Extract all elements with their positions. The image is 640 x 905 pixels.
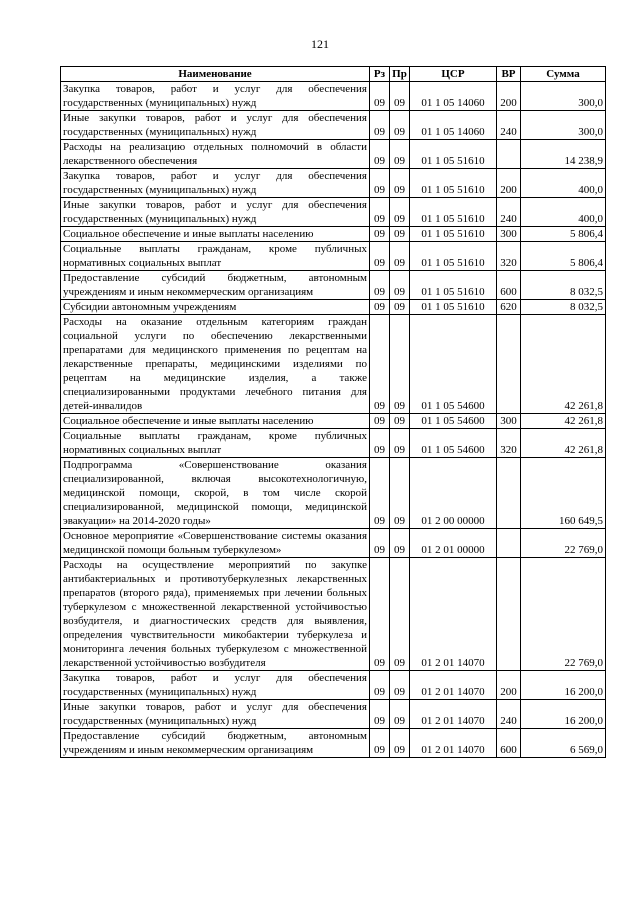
cell-sum: 300,0 (521, 111, 606, 140)
cell-rz: 09 (370, 198, 390, 227)
cell-vr: 600 (497, 729, 521, 758)
cell-sum: 22 769,0 (521, 529, 606, 558)
cell-name: Подпрограмма «Совершенствование оказания специализированной, включая высокотехнологичную, медицинской помощи, скорой, в том числе скорой специализированной, медицинской помощи, медицинской эвакуации» на 2014-2020 годы» (61, 458, 370, 529)
header-vr: ВР (497, 67, 521, 82)
cell-name: Иные закупки товаров, работ и услуг для обеспечения государственных (муниципальных) нужд (61, 700, 370, 729)
cell-name: Социальное обеспечение и иные выплаты населению (61, 414, 370, 429)
cell-sum: 400,0 (521, 169, 606, 198)
cell-sum: 22 769,0 (521, 558, 606, 671)
cell-name: Расходы на осуществление мероприятий по закупке антибактериальных и противотуберкулезных лекарственных препаратов (второго ряда), применяемых при лечении больных туберкулезом с множественной лекарственной устойчивостью возбудителя, и диагностических средств для выявления, определения чувствительности микобактерии туберкулеза и мониторинга лечения больных туберкулезом с множественной лекарственной устойчивостью возбудителя (61, 558, 370, 671)
table-row (61, 271, 606, 300)
cell-pr: 09 (390, 414, 410, 429)
cell-name: Основное мероприятие «Совершенствование системы оказания медицинской помощи больным туберкулезом» (61, 529, 370, 558)
cell-sum: 16 200,0 (521, 700, 606, 729)
cell-sum: 5 806,4 (521, 242, 606, 271)
cell-csr: 01 2 01 14070 (410, 671, 497, 700)
cell-rz: 09 (370, 140, 390, 169)
cell-sum: 42 261,8 (521, 414, 606, 429)
cell-pr: 09 (390, 315, 410, 414)
cell-csr: 01 2 01 14070 (410, 700, 497, 729)
cell-name: Расходы на реализацию отдельных полномочий в области лекарственного обеспечения (61, 140, 370, 169)
cell-vr: 320 (497, 242, 521, 271)
cell-pr: 09 (390, 458, 410, 529)
table-row (61, 140, 606, 169)
cell-rz: 09 (370, 529, 390, 558)
header-name: Наименование (61, 67, 370, 82)
cell-sum: 400,0 (521, 198, 606, 227)
cell-csr: 01 1 05 51610 (410, 140, 497, 169)
cell-pr: 09 (390, 700, 410, 729)
table-row (61, 111, 606, 140)
table-row (61, 242, 606, 271)
header-rz: Рз (370, 67, 390, 82)
table-row (61, 198, 606, 227)
cell-rz: 09 (370, 300, 390, 315)
cell-name: Иные закупки товаров, работ и услуг для обеспечения государственных (муниципальных) нужд (61, 111, 370, 140)
cell-rz: 09 (370, 227, 390, 242)
cell-csr: 01 2 00 00000 (410, 458, 497, 529)
table-row (61, 429, 606, 458)
cell-vr: 300 (497, 227, 521, 242)
cell-name: Предоставление субсидий бюджетным, автономным учреждениям и иным некоммерческим организациям (61, 271, 370, 300)
cell-pr: 09 (390, 271, 410, 300)
page-number: 121 (311, 37, 329, 51)
cell-vr: 620 (497, 300, 521, 315)
cell-sum: 8 032,5 (521, 300, 606, 315)
cell-rz: 09 (370, 700, 390, 729)
cell-rz: 09 (370, 111, 390, 140)
cell-sum: 5 806,4 (521, 227, 606, 242)
cell-csr: 01 1 05 51610 (410, 242, 497, 271)
cell-rz: 09 (370, 429, 390, 458)
table-row (61, 529, 606, 558)
cell-pr: 09 (390, 729, 410, 758)
header-csr: ЦСР (410, 67, 497, 82)
cell-vr (497, 529, 521, 558)
budget-table (60, 66, 606, 758)
cell-name: Социальные выплаты гражданам, кроме публичных нормативных социальных выплат (61, 242, 370, 271)
cell-csr: 01 2 01 14070 (410, 558, 497, 671)
cell-name: Социальное обеспечение и иные выплаты населению (61, 227, 370, 242)
cell-csr: 01 1 05 51610 (410, 271, 497, 300)
header-pr: Пр (390, 67, 410, 82)
table-body (61, 82, 606, 758)
cell-csr: 01 1 05 54600 (410, 414, 497, 429)
cell-pr: 09 (390, 227, 410, 242)
cell-rz: 09 (370, 169, 390, 198)
cell-vr: 240 (497, 198, 521, 227)
cell-name: Предоставление субсидий бюджетным, автономным учреждениям и иным некоммерческим организациям (61, 729, 370, 758)
cell-vr (497, 140, 521, 169)
cell-csr: 01 1 05 51610 (410, 300, 497, 315)
cell-rz: 09 (370, 82, 390, 111)
cell-csr: 01 2 01 14070 (410, 729, 497, 758)
cell-vr: 320 (497, 429, 521, 458)
cell-rz: 09 (370, 414, 390, 429)
cell-rz: 09 (370, 315, 390, 414)
table-row (61, 414, 606, 429)
cell-pr: 09 (390, 529, 410, 558)
cell-vr (497, 315, 521, 414)
cell-rz: 09 (370, 242, 390, 271)
cell-vr: 240 (497, 111, 521, 140)
cell-name: Закупка товаров, работ и услуг для обеспечения государственных (муниципальных) нужд (61, 671, 370, 700)
cell-sum: 8 032,5 (521, 271, 606, 300)
cell-vr: 200 (497, 671, 521, 700)
cell-name: Закупка товаров, работ и услуг для обеспечения государственных (муниципальных) нужд (61, 169, 370, 198)
cell-csr: 01 1 05 51610 (410, 198, 497, 227)
cell-rz: 09 (370, 271, 390, 300)
cell-sum: 6 569,0 (521, 729, 606, 758)
cell-rz: 09 (370, 458, 390, 529)
table-header-row (61, 67, 606, 82)
table-row (61, 729, 606, 758)
cell-name: Субсидии автономным учреждениям (61, 300, 370, 315)
table-row (61, 558, 606, 671)
cell-pr: 09 (390, 140, 410, 169)
cell-pr: 09 (390, 671, 410, 700)
cell-pr: 09 (390, 429, 410, 458)
cell-csr: 01 1 05 14060 (410, 111, 497, 140)
table-row (61, 82, 606, 111)
table-row (61, 169, 606, 198)
table-row (61, 315, 606, 414)
cell-csr: 01 1 05 14060 (410, 82, 497, 111)
cell-name: Закупка товаров, работ и услуг для обеспечения государственных (муниципальных) нужд (61, 82, 370, 111)
cell-name: Иные закупки товаров, работ и услуг для обеспечения государственных (муниципальных) нужд (61, 198, 370, 227)
cell-csr: 01 2 01 00000 (410, 529, 497, 558)
table-row (61, 300, 606, 315)
cell-sum: 16 200,0 (521, 671, 606, 700)
cell-vr: 200 (497, 82, 521, 111)
cell-pr: 09 (390, 558, 410, 671)
cell-vr: 200 (497, 169, 521, 198)
cell-name: Расходы на оказание отдельным категориям граждан социальной услуги по обеспечению лекарственными препаратами для медицинского применения по рецептам на лекарственные препараты, медицинскими изделиями по рецептам на медицинские изделия, а также специализированными продуктами лечебного питания для детей-инвалидов (61, 315, 370, 414)
cell-csr: 01 1 05 51610 (410, 169, 497, 198)
cell-csr: 01 1 05 54600 (410, 315, 497, 414)
cell-name: Социальные выплаты гражданам, кроме публичных нормативных социальных выплат (61, 429, 370, 458)
table-row (61, 227, 606, 242)
cell-pr: 09 (390, 169, 410, 198)
cell-csr: 01 1 05 51610 (410, 227, 497, 242)
cell-vr (497, 458, 521, 529)
cell-rz: 09 (370, 558, 390, 671)
table-row (61, 458, 606, 529)
cell-pr: 09 (390, 82, 410, 111)
cell-vr: 600 (497, 271, 521, 300)
cell-sum: 160 649,5 (521, 458, 606, 529)
table-row (61, 700, 606, 729)
cell-sum: 14 238,9 (521, 140, 606, 169)
cell-sum: 300,0 (521, 82, 606, 111)
cell-pr: 09 (390, 111, 410, 140)
cell-vr (497, 558, 521, 671)
cell-rz: 09 (370, 729, 390, 758)
cell-sum: 42 261,8 (521, 429, 606, 458)
cell-pr: 09 (390, 300, 410, 315)
cell-csr: 01 1 05 54600 (410, 429, 497, 458)
cell-pr: 09 (390, 198, 410, 227)
table-row (61, 671, 606, 700)
cell-pr: 09 (390, 242, 410, 271)
cell-rz: 09 (370, 671, 390, 700)
cell-vr: 300 (497, 414, 521, 429)
cell-sum: 42 261,8 (521, 315, 606, 414)
header-sum: Сумма (521, 67, 606, 82)
cell-vr: 240 (497, 700, 521, 729)
